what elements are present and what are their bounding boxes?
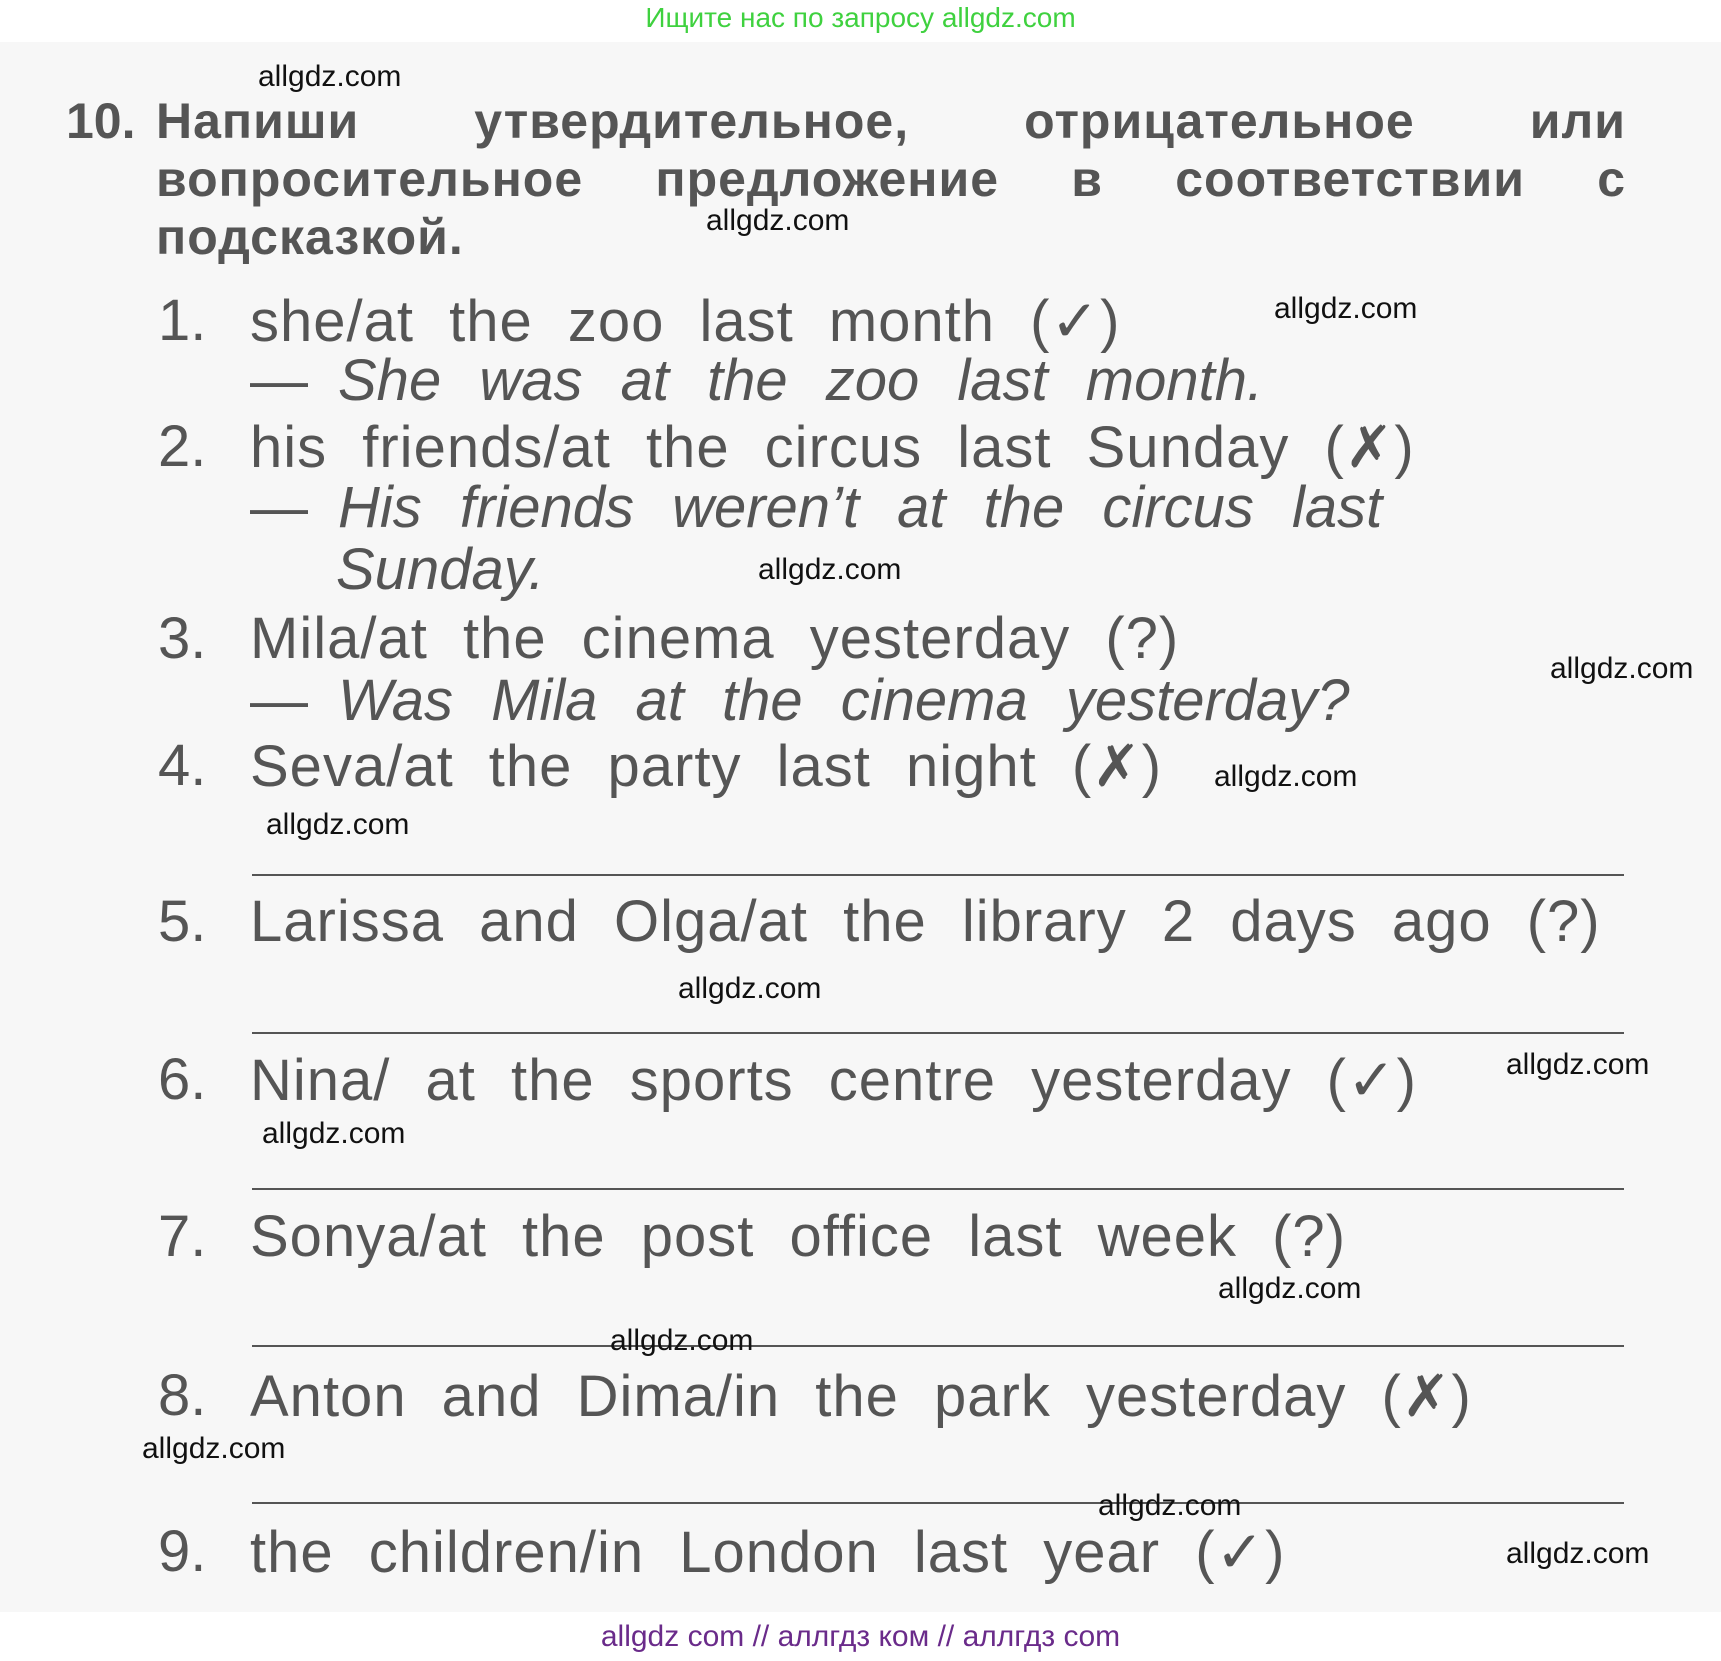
item-number: 7. [158,1204,207,1269]
item-prompt: Seva/at the party last night (✗) [250,734,1163,799]
answer-dash: — [250,475,308,540]
answer-dash: — [250,668,308,733]
item-answer [250,474,1382,541]
watermark: allgdz.com [758,553,902,586]
watermark: allgdz.com [258,60,402,93]
item-prompt: she/at the zoo last month (✓) [250,289,1121,354]
item-answer [250,667,1350,734]
answer-line[interactable] [252,1188,1624,1190]
item-prompt: Sonya/at the post office last week (?) [250,1204,1347,1269]
item-prompt: Larissa and Olga/at the library 2 days ago (?) [250,889,1601,954]
item-number: 9. [158,1519,207,1584]
watermark: allgdz.com [1274,292,1418,325]
task-number: 10. [66,93,136,149]
item-number: 8. [158,1363,207,1428]
watermark: allgdz.com [1098,1489,1242,1522]
item-number: 6. [158,1047,207,1112]
item-prompt: Anton and Dima/in the park yesterday (✗) [250,1364,1472,1429]
watermark: allgdz.com [1506,1048,1650,1081]
item-prompt: Mila/at the cinema yesterday (?) [250,606,1180,671]
top-banner-link[interactable]: Ищите нас по запросу allgdz.com [645,2,1076,33]
item-answer [250,347,1263,414]
watermark: allgdz.com [1550,652,1694,685]
task-title: Напиши утвердительное, отрицательное или вопросительное предложение в соответствии с подсказкой. [156,93,1626,265]
answer-line[interactable] [252,1345,1624,1347]
item-prompt: Nina/ at the sports centre yesterday (✓) [250,1048,1417,1113]
watermark: allgdz.com [266,808,410,841]
watermark: allgdz.com [1506,1537,1650,1570]
answer-text: She was at the zoo last month. [338,348,1264,413]
item-number: 2. [158,414,207,479]
watermark: allgdz.com [610,1324,754,1357]
item-prompt: his friends/at the circus last Sunday (✗) [250,415,1415,480]
watermark: allgdz.com [678,972,822,1005]
answer-text: Was Mila at the cinema yesterday? [338,668,1350,733]
watermark: allgdz.com [706,204,850,237]
watermark: allgdz.com [1214,760,1358,793]
item-number: 5. [158,889,207,954]
item-answer-continuation: Sunday. [336,537,545,602]
answer-text: His friends weren’t at the circus last [338,475,1383,540]
answer-dash: — [250,348,308,413]
bottom-banner-link[interactable]: allgdz com // аллгдз ком // аллгдз com [600,1620,1121,1653]
watermark: allgdz.com [1218,1272,1362,1305]
item-number: 1. [158,288,207,353]
watermark: allgdz.com [142,1432,286,1465]
item-number: 3. [158,606,207,671]
item-number: 4. [158,733,207,798]
answer-line[interactable] [252,874,1624,876]
answer-line[interactable] [252,1032,1624,1034]
watermark: allgdz.com [262,1117,406,1150]
item-prompt: the children/in London last year (✓) [250,1520,1286,1585]
answer-line[interactable] [252,1502,1624,1504]
